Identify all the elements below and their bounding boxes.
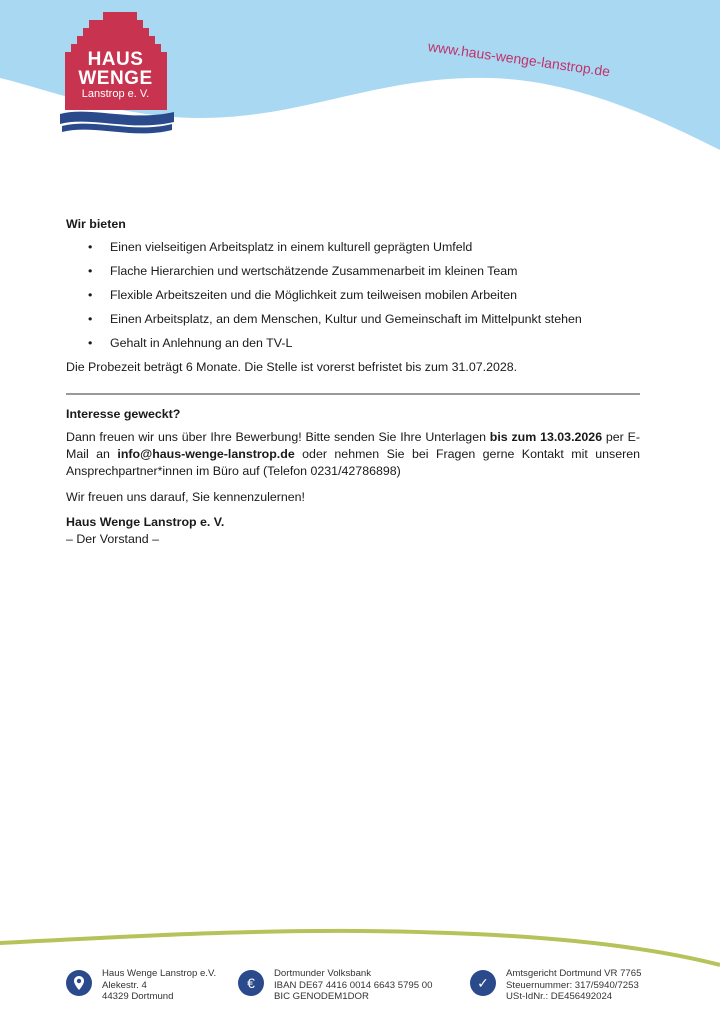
bullet-icon: • — [88, 264, 93, 278]
list-item: • Flache Hierarchien und wertschätzende Zusammenarbeit im kleinen Team — [88, 264, 518, 278]
logo-title: HAUS WENGE — [78, 49, 153, 89]
list-item: • Flexible Arbeitszeiten und die Möglichkeit zum teilweisen mobilen Arbeiten — [88, 288, 518, 302]
logo-subtitle: Lanstrop e. V. — [81, 88, 150, 100]
offer-list — [66, 239, 640, 352]
deadline: bis zum 13.03.2026 — [489, 430, 603, 444]
closing-text: Wir freuen uns darauf, Sie kennenzulernen! — [66, 490, 306, 504]
list-item: • Einen Arbeitsplatz, an dem Menschen, Kultur und Gemeinschaft im Mittelpunkt stehen — [88, 312, 582, 326]
euro-icon: € — [238, 970, 264, 996]
bullet-icon: • — [88, 240, 93, 254]
list-item: • Gehalt in Anlehnung an den TV-L — [88, 336, 293, 350]
signature-board: – Der Vorstand – — [66, 532, 159, 546]
offer-heading: Wir bieten — [66, 217, 126, 231]
footer-registry: Amtsgericht Dortmund VR 7765 Steuernummer: 317/5940/7253 USt-IdNr.: DE456492024 — [506, 968, 642, 1002]
location-pin-icon — [66, 970, 92, 996]
bullet-icon: • — [88, 288, 93, 302]
bullet-icon: • — [88, 312, 93, 326]
probation-text: Die Probezeit beträgt 6 Monate. Die Stelle ist vorerst befristet bis zum 31.07.2028. — [66, 360, 518, 374]
footer-address: Haus Wenge Lanstrop e.V. Alekestr. 4 44329 Dortmund — [102, 968, 217, 1002]
signature-organization: Haus Wenge Lanstrop e. V. — [66, 515, 225, 529]
checkmark-icon: ✓ — [470, 970, 496, 996]
website-url[interactable]: www.haus-wenge-lanstrop.de — [427, 38, 612, 80]
divider — [66, 393, 640, 395]
email-link[interactable]: info@haus-wenge-lanstrop.de — [117, 447, 295, 461]
interest-heading: Interesse geweckt? — [66, 407, 181, 421]
footer-bank: Dortmunder Volksbank IBAN DE67 4416 0014 6643 5795 00 BIC GENODEM1DOR — [274, 968, 433, 1002]
list-item: • Einen vielseitigen Arbeitsplatz in einem kulturell geprägten Umfeld — [88, 240, 473, 254]
document-body — [66, 216, 640, 548]
bullet-icon: • — [88, 336, 93, 350]
application-paragraph: Dann freuen wir uns über Ihre Bewerbung! Bitte senden Sie Ihre Unterlagen bis zum 13.03.2026 per E-Mail an info@haus-wenge-lanstrop.de oder nehmen Sie bei Fragen gerne Kontakt mit unseren Ansprechpartner*innen im Büro auf (Telefon 0231/42786898) — [66, 430, 641, 478]
